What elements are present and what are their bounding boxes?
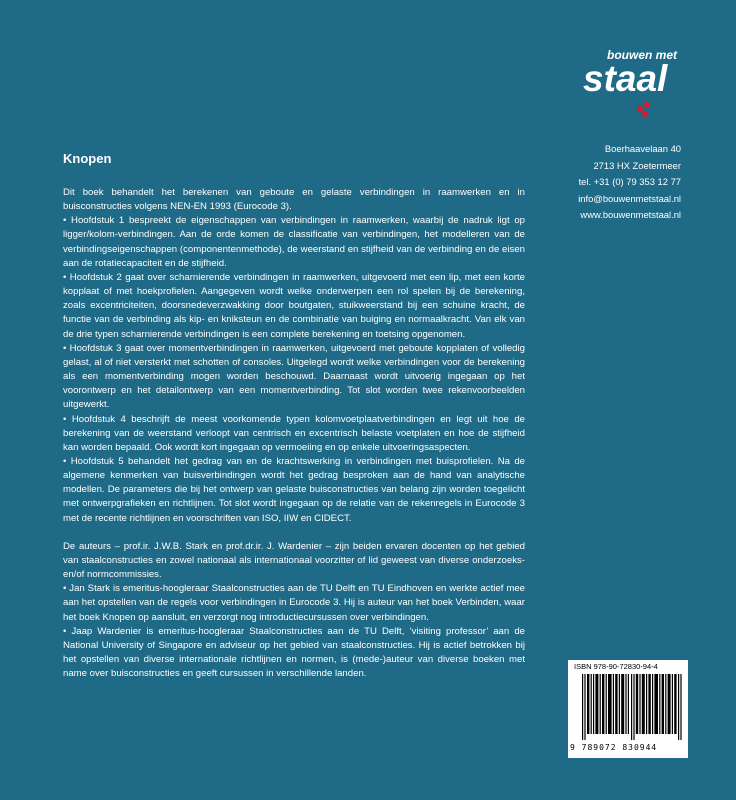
section-gap xyxy=(63,526,525,540)
address-website[interactable]: www.bouwenmetstaal.nl xyxy=(580,209,681,221)
isbn-barcode xyxy=(568,660,688,758)
address-phone: tel. +31 (0) 79 353 12 77 xyxy=(578,176,681,188)
address-email[interactable]: info@bouwenmetstaal.nl xyxy=(578,192,681,204)
chapter-3-paragraph: • Hoofdstuk 3 gaat over momentverbindingen in raamwerken, uitgevoerd met geboute kopplaten of volledig gelast, al of niet versterkt met schotten of consoles. Uitgelegd wordt welke verbindingen voor de berekening als een momentverbinding mogen worden beschouwd. Daarnaast wordt uitvoerig ingegaan op het voorontwerp en het detailontwerp van een momentverbinding. Tot slot worden twee rekenvoorbeelden uitgewerkt. xyxy=(63,342,525,411)
barcode-digits: 9 789072 830944 xyxy=(570,743,658,752)
author-stark-paragraph: • Jan Stark is emeritus-hoogleraar Staalconstructies aan de TU Delft en TU Eindhoven en werkte actief mee aan het opstellen van de regels voor verbindingen in Eurocode 3. Hij is auteur van het boek Verbinden, waar het boek Knopen op aansluit, en verzorgt nog introductiecursussen over verbindingen. xyxy=(63,583,525,623)
page-title: Knopen xyxy=(63,151,112,166)
logo-wordmark: staal xyxy=(583,58,668,99)
barcode-bars xyxy=(582,674,684,740)
author-wardenier-paragraph: • Jaap Wardenier is emeritus-hoogleraar Staalconstructies aan de TU Delft, ‘visiting professor’ aan de National University of Singapore en adviseur op het gebied van staalconstructies. Hij is actief betrokken bij het opstellen van diverse internationale richtlijnen en normen, is (mede-)auteur van diverse boeken met name over buisconstructies en geeft cursussen in verschillende landen. xyxy=(63,625,525,680)
logo-tagline: bouwen met xyxy=(607,48,678,62)
publisher-address xyxy=(578,141,681,224)
intro-paragraph: Dit boek behandelt het berekenen van geboute en gelaste verbindingen in raamwerken en in buisconstructies volgens NEN-EN 1993 (Eurocode 3). xyxy=(63,187,525,213)
chapter-1-paragraph: • Hoofdstuk 1 bespreekt de eigenschappen van verbindingen in raamwerken, waarbij de nadruk ligt op ligger/kolom-verbindingen. Aan de orde komen de classificatie van verbindingen, het modelleren van de verbindingseigenschappen (componentenmethode), de weerstand en stijfheid van de verbinding en de eisen aan de rotatiecapaciteit en de stijfheid. xyxy=(63,215,525,269)
authors-paragraph: De auteurs – prof.ir. J.W.B. Stark en prof.dr.ir. J. Wardenier – zijn beiden ervaren docenten op het gebied van staalconstructies en zowel nationaal als internationaal voorzitter of lid geweest van diverse onderzoeks- en/of normcommissies. xyxy=(63,540,525,581)
bouwen-met-staal-logo xyxy=(583,48,693,126)
chapter-5-paragraph: • Hoofdstuk 5 behandelt het gedrag van en de krachtswerking in verbindingen met buisprofielen. Na de algemene kenmerken van buisverbindingen wordt het gedrag besproken aan de hand van analytische modellen. De parameters die bij het ontwerp van gelaste buisconstructies van belang zijn worden toegelicht met ontwerpgrafieken en richtlijnen. Tot slot wordt ingegaan op de relatie van de rekenregels in Eurocode 3 met de recente richtlijnen en voorschriften van ISO, IIW en CIDECT. xyxy=(63,455,525,524)
chapter-2-paragraph: • Hoofdstuk 2 gaat over scharnierende verbindingen in raamwerken, uitgevoerd met een lip, met een korte kopplaat of met hoekprofielen. Aangegeven wordt welke onderwerpen een rol spelen bij de berekening, zoals excentriciteiten, doorsnedeverzwakking door boutgaten, stuikweerstand bij een schuine kracht, de functie van de verbinding als kip- en kniksteun en de combinatie van buiging en normaalkracht. Van elk van de drie typen scharnierende verbindingen is een complete berekening en toetsing opgenomen. xyxy=(63,271,525,340)
chapter-4-paragraph: • Hoofdstuk 4 beschrijft de meest voorkomende typen kolomvoetplaatverbindingen en legt uit hoe de berekening van de weerstand verloopt van centrisch en excentrisch belaste voetplaten en hoe de stijfheid kan worden bepaald. Ook wordt kort ingegaan op vermoeiing en op enkele uitvoeringsaspecten. xyxy=(63,413,525,453)
description-text xyxy=(63,186,525,681)
address-city: 2713 HX Zoetermeer xyxy=(593,159,681,171)
address-street: Boerhaavelaan 40 xyxy=(604,143,681,154)
isbn-number: ISBN 978-90-72830-94-4 xyxy=(574,662,658,671)
